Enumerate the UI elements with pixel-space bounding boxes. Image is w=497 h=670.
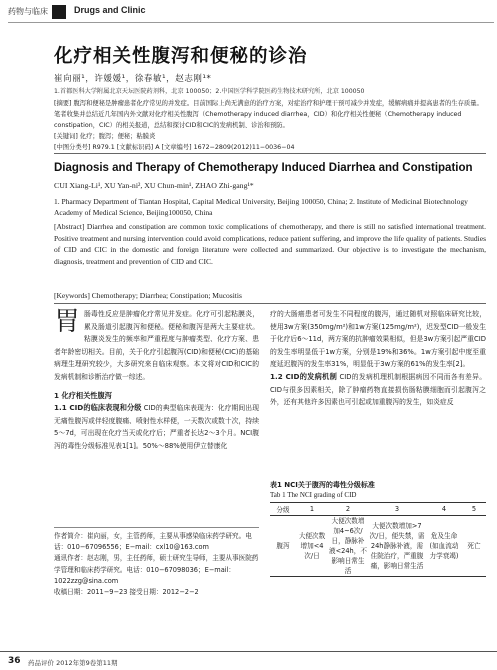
footer-journal: 药品评价 2012年第9卷第11期	[28, 659, 118, 667]
table-row	[270, 516, 486, 577]
table-cell: 死亡	[462, 516, 486, 577]
subsection-heading: 1.1 CID的临床表现和分级	[54, 403, 142, 413]
table-caption-en: Tab 1 The NCI grading of CID	[270, 491, 357, 499]
table-cell: 腹泻	[270, 516, 296, 577]
table-header: 4	[426, 503, 462, 516]
body-column-left	[54, 308, 259, 453]
intro-paragraph: 肠毒性反应是肿瘤化疗常见并发症。化疗可引起粘膜炎，累及肠道引起腹泻和便秘。便秘和腹泻是两大主要症状。粘膜炎发生的频率和严重程度与肿瘤类型、化疗方案、患者年龄密切相关。目前，关于化疗引起腹泻(CID)和便秘(CIC)的基础病理生理研究较少，大多研究来自临床观察。本文将对CID和CIC的发病机制和诊断治疗做一综述。	[54, 310, 259, 381]
drop-cap: 胃	[54, 307, 81, 337]
table-cell: 大便次数增加4~6次/日，静脉补液<24h，不影响日常生活	[329, 517, 367, 575]
journal-name-cn: 药物与临床	[8, 7, 48, 16]
affiliation: 1.首都医科大学附属北京天坛医院药剂科，北京 100050；2.中国医学科学院医药生物技术研究所，北京 100050	[54, 88, 365, 95]
journal-name-en: Drugs and Clinic	[74, 5, 146, 15]
table-header: 1	[296, 503, 328, 516]
table-cell: 危及生命(如血流动力学衰竭)	[426, 516, 462, 577]
paper-title-en: Diagnosis and Therapy of Chemotherapy Induced Diarrhea and Constipation	[54, 162, 473, 174]
abstract-cn: [摘要] 腹泻和便秘是肿瘤患者化疗常见的并发症。目前国际上尚无满意的治疗方案，对症治疗和护理干预可减少并发症，缓解病痛并提高患者的生存质量。笔者收集并总结近几年国内外文献对化疗相关性腹泻（Chemotherapy induced diarrhea，CID）和化疗相关性便秘（Chemotherapy induced constipation，CIC）的相关报道，总结和探讨CID和CIC的发病机制、诊治和预防。	[54, 100, 483, 129]
table-header: 2	[328, 503, 368, 516]
body-paragraph: CID的典型临床表现为：化疗期间出现无痛性腹泻或伴轻度腹痛、喷射性水样便，一天数次或数十次，持续5～7d，可出现在化疗当天或化疗后；严重者长达2～3个月。NCI腹泻的毒性分级标准见表1[1]。50%～88%使用伊立替康化	[54, 404, 259, 450]
footnotes	[54, 531, 259, 598]
table-header: 5	[462, 503, 486, 516]
table-cell: 大便次数增加>7次/日，便失禁，需24h静脉补液，需住院治疗，严重腹痛，影响日常生活	[368, 516, 426, 577]
footnote-rule	[54, 527, 259, 528]
paper-title: 化疗相关性腹泻和便秘的诊治	[54, 46, 308, 67]
received-dates: 收稿日期：2011−9−23 接受日期：2012−2−2	[54, 588, 199, 597]
footer-rule	[0, 651, 497, 652]
affiliation-en: 1. Pharmacy Department of Tiantan Hospital, Capital Medical University, Beijing 100050, China; 2. Institute of Medicinal Biotechnology Academy of Medical Science, Beijing100050, China	[54, 197, 468, 217]
table-cell: 大便次数增加<4次/日	[296, 516, 328, 577]
page-number: 36	[8, 656, 21, 666]
keywords-en: [Keywords] Chemotherapy; Diarrhea; Constipation; Mucositis	[54, 291, 242, 300]
body-paragraph: 疗的大肠癌患者可发生不同程度的腹泻，通过随机对照临床研究比较，使用3w方案(350mg/m²)和1w方案(125mg/m²)，迟发型CID一般发生于化疗后6～11d，两方案的抗肿瘤效果相似，但是3w方案引起严重CID的发生率明显低于1w方案，分别是19%和36%。1w方案引起中度至重度延迟腹泻的发生率31%，明显低于3w方案的61%的发生率[2]。	[270, 310, 486, 369]
keywords-cn: [关键词] 化疗；腹泻；便秘；粘膜炎	[54, 133, 156, 140]
classification-numbers: [中图分类号] R979.1 [文献标识码] A [文章编号] 1672−2809(2012)11−0036−04	[54, 144, 295, 151]
divider	[54, 153, 486, 154]
subsection-heading: 1.2 CID的发病机制	[270, 371, 338, 381]
section-heading: 1 化疗相关性腹泻	[54, 390, 112, 400]
body-column-right	[270, 308, 486, 409]
header-rule	[8, 22, 494, 23]
author-note: 作者简介：崔向丽，女，主管药师，主要从事感染临床药学研究。电话：010−67096556；E−mail：cxl10@163.com	[54, 532, 252, 552]
divider	[54, 303, 486, 304]
table-header: 3	[368, 503, 426, 516]
table-header: 分级	[270, 503, 296, 516]
header-block-icon	[52, 5, 66, 19]
authors: 崔向丽¹，许媛媛¹，徐春敏¹，赵志刚¹*	[54, 74, 212, 84]
table-caption: 表1 NCI关于腹泻的毒性分级标准	[270, 481, 375, 489]
grading-table	[270, 502, 486, 577]
body-paragraph: CID的发病机理机制根据病因不同而各有差异。CID与很多因素相关，除了肿瘤药物直接损伤肠粘膜细胞而引起腹泻之外，还有其他许多因素也可引起或加重腹泻的发生，如炎症反	[270, 372, 486, 407]
abstract-en: [Abstract] Diarrhea and constipation are common toxic complications of chemotherapy, and there is still no satisfied international treatment. Positive treatment and nursing intervention could avoid complications, reduce patient suffering, and improve the life quality of patients. Studies of CID and CIC in the domestic and foreign literature were collected and summarized. Our objective is to investigate the mechanism, diagnosis, treatment and prevention of CID and CIC.	[54, 222, 486, 266]
corresponding-author-note: 通讯作者：赵志刚，男，主任药师，硕士研究生导师，主要从事医院药学管理和临床药学研究。电话：010−67098036；E−mail：1022zzg@sina.com	[54, 554, 259, 585]
authors-en: CUI Xiang-Li¹, XU Yan-ni², XU Chun-min¹, ZHAO Zhi-gang¹*	[54, 181, 254, 190]
